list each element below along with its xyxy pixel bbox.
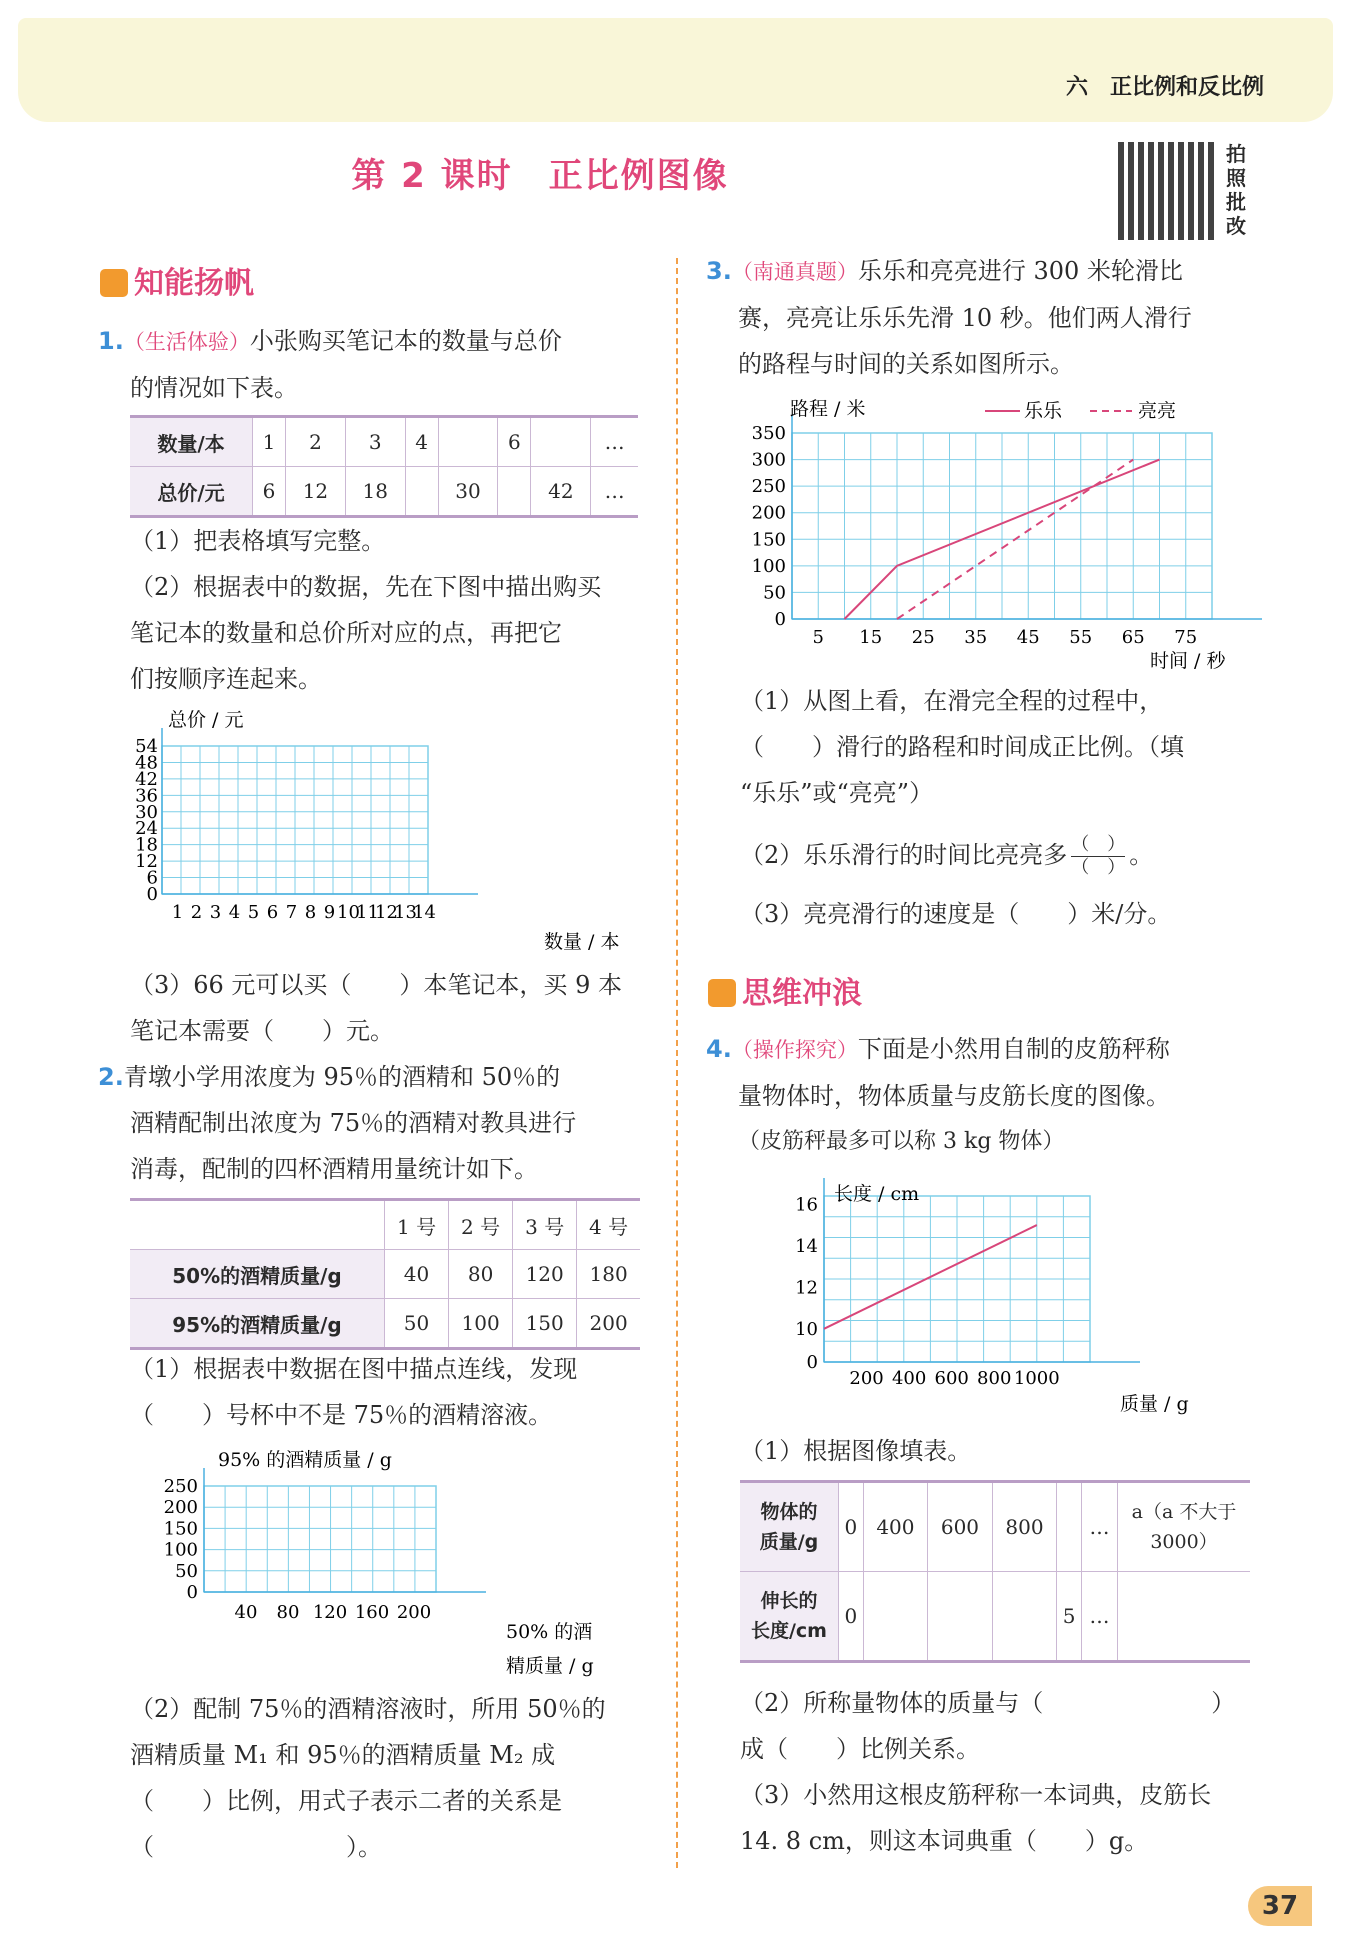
part-text: （3）小然用这根皮筋秤称一本词典，皮筋长 — [740, 1781, 1212, 1809]
table-cell: … — [591, 467, 638, 517]
y-axis-label: 95% 的酒精质量 / g — [218, 1449, 392, 1471]
wave-icon — [708, 979, 736, 1007]
y-tick-label: 150 — [751, 529, 786, 551]
table-cell[interactable]: 400 — [863, 1482, 928, 1572]
y-tick-label: 250 — [751, 476, 786, 498]
x-tick-label: 800 — [977, 1368, 1012, 1389]
legend-label: 亮亮 — [1138, 400, 1177, 422]
y-tick-label: 42 — [135, 768, 158, 790]
part-text: （ ）。 — [130, 1833, 382, 1861]
table-header: 4 号 — [577, 1200, 640, 1250]
table-cell[interactable]: 0 — [839, 1572, 864, 1662]
y-tick-label: 6 — [146, 867, 158, 889]
y-tick-label: 12 — [795, 1277, 818, 1299]
table-cell[interactable] — [863, 1572, 928, 1662]
x-axis-label: 数量 / 本 — [544, 931, 620, 953]
question-number: 1. — [98, 327, 124, 355]
x-tick-label: 40 — [234, 1602, 258, 1623]
question-text: 乐乐和亮亮进行 300 米轮滑比 — [857, 257, 1183, 285]
q2-part2 — [130, 1686, 660, 1870]
q1-parts — [130, 518, 660, 702]
table-cell[interactable]: 18 — [345, 467, 405, 517]
section-heading-1 — [100, 258, 254, 302]
x-tick-label: 15 — [859, 627, 883, 648]
question-2 — [98, 1054, 658, 1192]
table-header: 50%的酒精质量/g — [130, 1250, 385, 1299]
y-tick-label: 0 — [774, 609, 786, 630]
table-cell: … — [591, 417, 638, 467]
y-tick-label: 48 — [135, 752, 158, 774]
qr-code[interactable] — [1118, 142, 1218, 240]
table-header — [130, 1200, 385, 1250]
question-text: 小张购买笔记本的数量与总价 — [249, 327, 562, 355]
y-tick-label: 14 — [795, 1235, 818, 1257]
header-line: 长度/cm — [750, 1620, 827, 1642]
y-tick-label: 200 — [163, 1497, 198, 1519]
x-tick-label: 8 — [304, 902, 317, 923]
x-axis-label: 50% 的酒 — [506, 1621, 593, 1643]
y-axis-label: 长度 / cm — [834, 1183, 920, 1205]
table-cell: 50 — [385, 1299, 449, 1349]
part-text: 成（ ）比例关系。 — [740, 1735, 980, 1763]
part-text: （2）乐乐滑行的时间比亮亮多 — [740, 841, 1068, 869]
x-tick-label: 55 — [1069, 627, 1093, 648]
question-1 — [98, 318, 658, 411]
page-number: 37 — [1248, 1886, 1312, 1926]
table-cell[interactable]: 5 — [1057, 1572, 1082, 1662]
q1-part3 — [130, 962, 660, 1054]
y-axis-label: 路程 / 米 — [790, 398, 866, 420]
x-tick-label: 75 — [1174, 627, 1198, 648]
x-tick-label: 3 — [209, 902, 222, 923]
table-cell: … — [1081, 1482, 1117, 1572]
table-cell[interactable]: 6 — [253, 467, 286, 517]
y-tick-label: 10 — [795, 1318, 818, 1340]
part-text: （3）亮亮滑行的速度是（ ）米/分。 — [740, 900, 1172, 928]
table-cell[interactable] — [438, 417, 498, 467]
question-text: 消毒，配制的四杯酒精用量统计如下。 — [130, 1155, 538, 1183]
fraction-denominator[interactable]: （ ） — [1071, 857, 1126, 878]
x-tick-label: 9 — [323, 902, 336, 923]
part-text: 酒精质量 M₁ 和 95％的酒精质量 M₂ 成 — [130, 1741, 556, 1769]
q4-parts — [740, 1680, 1260, 1864]
table-cell[interactable] — [1057, 1482, 1082, 1572]
cell-line: a（a 不大于 — [1131, 1501, 1237, 1523]
table-cell[interactable]: 1 — [253, 417, 286, 467]
table-cell: … — [1081, 1572, 1117, 1662]
table-cell[interactable] — [928, 1572, 993, 1662]
question-text: 青墩小学用浓度为 95％的酒精和 50％的 — [123, 1063, 561, 1091]
question-4 — [706, 1026, 1266, 1165]
y-tick-label: 50 — [175, 1560, 198, 1582]
x-tick-label: 12 — [375, 902, 398, 923]
x-tick-label: 80 — [276, 1602, 300, 1623]
question-text: 赛，亮亮让乐乐先滑 10 秒。他们两人滑行 — [738, 304, 1192, 332]
x-tick-label: 120 — [312, 1602, 348, 1623]
table-cell[interactable]: 42 — [531, 467, 591, 517]
fraction-numerator[interactable]: （ ） — [1071, 834, 1126, 855]
y-tick-label: 100 — [163, 1539, 198, 1561]
q2-grid-chart[interactable] — [160, 1440, 630, 1680]
y-tick-label: 12 — [135, 851, 158, 873]
part-text: 。 — [1129, 841, 1154, 869]
part-text: 笔记本的数量和总价所对应的点，再把它 — [130, 619, 562, 647]
header-line: 质量/g — [759, 1531, 819, 1553]
question-text: 的路程与时间的关系如图所示。 — [738, 350, 1074, 378]
q2-part1 — [130, 1346, 660, 1438]
table-header — [740, 1572, 839, 1662]
qr-label: 拍照批改 — [1226, 142, 1246, 238]
x-axis-label: 质量 / g — [1120, 1393, 1189, 1415]
y-axis-label: 总价 / 元 — [168, 709, 244, 731]
x-tick-label: 5 — [247, 902, 260, 923]
sail-icon — [100, 269, 128, 297]
table-header: 1 号 — [385, 1200, 449, 1250]
section-title: 思维冲浪 — [742, 976, 862, 1011]
part-text: “乐乐”或“亮亮”） — [740, 779, 934, 807]
table-header: 3 号 — [513, 1200, 577, 1250]
y-tick-label: 18 — [135, 834, 158, 856]
table-cell[interactable]: 12 — [286, 467, 346, 517]
x-tick-label: 1 — [171, 902, 184, 923]
table-cell[interactable]: 3 — [345, 417, 405, 467]
table-cell[interactable]: 4 — [405, 417, 438, 467]
table-cell: 100 — [449, 1299, 513, 1349]
table-cell: 150 — [513, 1299, 577, 1349]
table-cell[interactable] — [498, 467, 531, 517]
x-axis-label: 精质量 / g — [506, 1655, 594, 1677]
part-text: （1）根据表中数据在图中描点连线，发现 — [130, 1355, 578, 1383]
x-tick-label: 1000 — [1013, 1368, 1060, 1389]
table-header — [740, 1482, 839, 1572]
part-text: （2）根据表中的数据，先在下图中描出购买 — [130, 573, 602, 601]
x-tick-label: 10 — [337, 902, 360, 923]
column-divider — [676, 258, 678, 1868]
question-text: 量物体时，物体质量与皮筋长度的图像。 — [738, 1082, 1170, 1110]
table-header: 总价/元 — [130, 467, 253, 517]
part-text: （2）所称量物体的质量与（ ） — [740, 1689, 1236, 1717]
table-cell[interactable] — [405, 467, 438, 517]
question-tag: （操作探究） — [731, 1038, 858, 1062]
table-cell: 40 — [385, 1250, 449, 1299]
table-cell: 200 — [577, 1299, 640, 1349]
table-cell[interactable] — [992, 1572, 1057, 1662]
chapter-title: 六 正比例和反比例 — [1065, 75, 1264, 100]
question-number: 4. — [706, 1035, 732, 1063]
x-axis-label: 时间 / 秒 — [1150, 650, 1226, 672]
q1-grid-chart[interactable] — [135, 700, 660, 960]
x-tick-label: 200 — [396, 1602, 432, 1623]
table-cell: 180 — [577, 1250, 640, 1299]
part-text: （3）66 元可以买（ ）本笔记本，买 9 本 — [130, 971, 622, 999]
x-tick-label: 160 — [354, 1602, 390, 1623]
x-tick-label: 45 — [1016, 627, 1040, 648]
table-header: 2 号 — [449, 1200, 513, 1250]
x-tick-label: 13 — [394, 902, 417, 923]
x-tick-label: 5 — [812, 627, 824, 648]
table-cell: 80 — [449, 1250, 513, 1299]
question-number: 2. — [98, 1063, 124, 1091]
table-cell[interactable]: 800 — [992, 1482, 1057, 1572]
y-tick-label: 54 — [135, 736, 158, 757]
q4-line-chart[interactable] — [780, 1172, 1220, 1422]
x-tick-label: 35 — [964, 627, 988, 648]
y-tick-label: 16 — [795, 1194, 818, 1216]
x-tick-label: 2 — [190, 902, 203, 923]
question-tag: （南通真题） — [731, 260, 858, 284]
y-tick-label: 250 — [163, 1476, 198, 1497]
table-cell[interactable]: 0 — [839, 1482, 864, 1572]
table-cell[interactable]: 6 — [498, 417, 531, 467]
y-tick-label: 30 — [135, 801, 158, 823]
lesson-title: 第 2 课时 正比例图像 — [351, 156, 729, 196]
part-text: 14. 8 cm，则这本词典重（ ）g。 — [740, 1827, 1149, 1855]
table-cell[interactable] — [531, 417, 591, 467]
header-line: 物体的 — [760, 1501, 818, 1523]
part-text: （1）把表格填写完整。 — [130, 527, 386, 555]
x-tick-label: 25 — [911, 627, 935, 648]
question-text: 下面是小然用自制的皮筋秤称 — [857, 1035, 1170, 1063]
q2-table — [130, 1198, 640, 1350]
part-text: 笔记本需要（ ）元。 — [130, 1017, 394, 1045]
y-tick-label: 0 — [146, 884, 158, 905]
question-text: （皮筋秤最多可以称 3 kg 物体） — [738, 1129, 1065, 1154]
legend-label: 乐乐 — [1024, 400, 1063, 422]
part-text: （ ）号杯中不是 75％的酒精溶液。 — [130, 1401, 553, 1429]
y-tick-label: 150 — [163, 1518, 198, 1540]
x-tick-label: 7 — [285, 902, 298, 923]
table-cell[interactable]: 2 — [286, 417, 346, 467]
part-text: （1）从图上看，在滑完全程的过程中， — [740, 687, 1164, 715]
table-cell: 120 — [513, 1250, 577, 1299]
y-tick-label: 36 — [135, 785, 158, 807]
y-tick-label: 200 — [751, 502, 786, 524]
x-tick-label: 600 — [934, 1368, 969, 1389]
q1-table — [130, 415, 638, 518]
table-header: 95%的酒精质量/g — [130, 1299, 385, 1349]
x-tick-label: 4 — [228, 902, 241, 923]
part-text: （ ）滑行的路程和时间成正比例。（填 — [740, 733, 1184, 761]
y-tick-label: 0 — [186, 1582, 198, 1603]
question-text: 的情况如下表。 — [130, 374, 298, 402]
table-cell — [1118, 1482, 1251, 1572]
x-tick-label: 11 — [356, 902, 379, 923]
section-title: 知能扬帆 — [134, 266, 254, 301]
section-heading-2 — [708, 968, 862, 1012]
y-tick-label: 100 — [751, 555, 786, 577]
x-tick-label: 65 — [1121, 627, 1145, 648]
table-cell[interactable]: 600 — [928, 1482, 993, 1572]
x-tick-label: 14 — [413, 902, 436, 923]
table-header: 数量/本 — [130, 417, 253, 467]
table-cell[interactable] — [1118, 1572, 1251, 1662]
q4-table — [740, 1480, 1250, 1663]
x-tick-label: 200 — [849, 1368, 884, 1389]
q4-part1: （1）根据图像填表。 — [740, 1437, 972, 1465]
y-tick-label: 24 — [135, 818, 158, 840]
part-text: 们按顺序连起来。 — [130, 665, 322, 693]
question-3 — [706, 248, 1266, 387]
header-line: 伸长的 — [760, 1590, 818, 1612]
question-tag: （生活体验） — [123, 330, 250, 354]
y-tick-label: 50 — [763, 582, 786, 604]
part-text: （2）配制 75％的酒精溶液时，所用 50％的 — [130, 1695, 606, 1723]
y-tick-label: 350 — [751, 423, 786, 444]
q3-line-chart[interactable] — [740, 395, 1260, 675]
part-text: （ ）比例，用式子表示二者的关系是 — [130, 1787, 562, 1815]
question-number: 3. — [706, 257, 732, 285]
cell-line: 3000） — [1150, 1531, 1218, 1553]
y-tick-label: 300 — [751, 449, 786, 471]
y-tick-label: 0 — [806, 1352, 818, 1373]
x-tick-label: 6 — [266, 902, 279, 923]
grid-frame — [204, 1486, 436, 1592]
table-cell[interactable]: 30 — [438, 467, 498, 517]
question-text: 酒精配制出浓度为 75％的酒精对教具进行 — [130, 1109, 577, 1137]
x-tick-label: 400 — [891, 1368, 927, 1389]
q3-parts — [740, 678, 1260, 937]
